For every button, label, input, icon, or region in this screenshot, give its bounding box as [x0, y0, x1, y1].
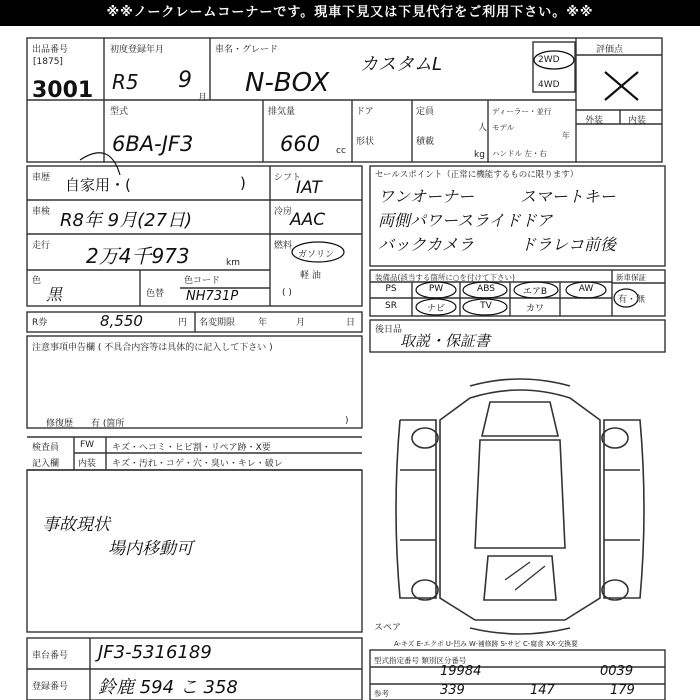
chassis-value: JF3-5316189 [98, 642, 212, 663]
mileage-value: 2万4千973 [86, 244, 190, 268]
disp-unit: cc [336, 146, 346, 156]
fuel-gas: ガソリン [298, 250, 335, 260]
banner: ※※ノークレームコーナーです。現車下見又は下見代行をご利用下さい。※※ [0, 0, 700, 26]
mileage-unit: km [226, 258, 240, 268]
equip-leather: カワ [525, 304, 544, 314]
model-label: 車名・グレード [215, 45, 279, 55]
sales-line2: 両側パワースライドドア [378, 211, 553, 230]
door-label: ドア [356, 107, 374, 117]
reg-era: R5 [112, 70, 139, 94]
tax-unit: 円 [178, 318, 188, 328]
reg-month-unit: 月 [198, 93, 208, 103]
drive-4wd: 4WD [538, 80, 560, 90]
capacity-label: 定員 [416, 107, 435, 117]
handle-label: ハンドル 左・右 [492, 149, 547, 158]
eval-x-mark [605, 72, 638, 100]
equip-pw: PW [428, 284, 444, 294]
chassis-label: 車台番号 [32, 651, 69, 661]
ac-label: 冷房 [274, 207, 293, 217]
comment-line2: 場内移動可 [108, 539, 193, 559]
sales-label: セールスポイント（正常に機能するものに限ります） [375, 170, 579, 180]
repair-label: 修復歴 有 (箇所 [46, 419, 125, 429]
shaken-value: R8年 9月(27日) [60, 210, 193, 231]
exp-year: 年 [258, 318, 268, 328]
disp-value: 660 [280, 132, 321, 156]
lot-small: [1875] [33, 57, 63, 67]
load-unit: kg [474, 150, 485, 160]
color-code-value: NH731P [186, 289, 239, 304]
ref-label: 参考 [374, 689, 389, 698]
spare-label: スペア [374, 623, 402, 633]
ref-b: 147 [530, 683, 555, 698]
exp-label: 名変期限 [199, 318, 236, 328]
spec-b: 0039 [600, 664, 634, 679]
plate-value: 鈴鹿 594 こ 358 [98, 677, 238, 698]
tax-value: 8,550 [100, 312, 143, 330]
inspector-fw-items: キズ・ヘコミ・ヒビ割・リペア跡・X要 [112, 443, 271, 453]
fuel-paren: ( ) [282, 288, 292, 298]
model-year-label: モデル [492, 123, 515, 132]
ref-c: 179 [610, 683, 635, 698]
new-warranty-value: 有・無 [618, 295, 646, 305]
comment-line1: 事故現状 [42, 515, 110, 535]
sales-line1-a: ワンオーナー [378, 187, 475, 206]
mileage-label: 走行 [32, 241, 51, 251]
color-label: 色 [32, 276, 42, 286]
capacity-unit: 人 [478, 123, 488, 133]
inspector-fw: FW [80, 440, 95, 450]
equip-abs: ABS [477, 284, 495, 294]
dealer-label: ディーラー・並行 [492, 107, 552, 116]
lot-number: 3001 [32, 78, 94, 103]
spec-title: 型式指定番号 類別区分番号 [374, 656, 467, 665]
equip-label: 装備品(該当する箇所に○を付けて下さい) [375, 273, 515, 282]
sales-line3-a: バックカメラ [378, 235, 475, 254]
shape-label: 形状 [356, 137, 375, 147]
int-label: 内装 [628, 116, 647, 126]
shift-label: シフト [274, 173, 302, 183]
fuel-label: 燃料 [274, 241, 293, 251]
equip-sr: SR [385, 301, 397, 311]
sales-line1-b: スマートキー [520, 187, 616, 206]
history-close: ) [240, 174, 246, 192]
shaken-label: 車検 [32, 207, 51, 217]
reg-label: 初度登録年月 [110, 45, 165, 55]
disp-label: 排気量 [268, 107, 296, 117]
inspector-label2: 記入欄 [32, 459, 60, 469]
exp-month: 月 [296, 318, 306, 328]
ext-label: 外装 [585, 116, 604, 126]
eval-label: 評価点 [596, 45, 624, 55]
color-value: 黒 [46, 285, 63, 304]
back-label: 後日品 [375, 325, 403, 335]
spec-a: 19984 [440, 664, 482, 679]
model-year-unit: 年 [562, 131, 570, 140]
notes-label: 注意事項申告欄 ( 不具合内容等は具体的に記入して下さい ) [32, 343, 273, 353]
equip-tv: TV [480, 301, 492, 311]
equip-aw: AW [578, 284, 594, 294]
lot-label: 出品番号 [32, 45, 69, 55]
equip-airbag: エアB [522, 287, 548, 297]
plate-label: 登録番号 [32, 682, 69, 692]
type-label: 型式 [110, 107, 129, 117]
color-code-label: 色コード [184, 276, 221, 286]
type-value: 6BA-JF3 [112, 132, 194, 156]
car-diagram [396, 379, 644, 634]
sales-line3-b: ドラレコ前後 [520, 235, 617, 254]
equip-navi: ナビ [426, 304, 445, 314]
inspector-label1: 検査員 [32, 443, 60, 453]
fuel-light: 軽 油 [300, 271, 321, 281]
inspector-int-items: キズ・汚れ・コゲ・穴・臭い・キレ・破レ [112, 459, 283, 469]
shift-value: IAT [296, 178, 322, 198]
tax-label: R券 [32, 318, 48, 328]
drive-2wd: 2WD [538, 55, 560, 65]
model-name: N-BOX [245, 68, 330, 98]
new-warranty-label: 新車保証 [616, 273, 646, 282]
repaint-label: 色替 [146, 289, 165, 299]
history-value: 自家用・( [65, 176, 131, 194]
exp-day: 日 [346, 318, 356, 328]
back-value: 取説・保証書 [400, 332, 491, 350]
inspector-int: 内装 [78, 459, 97, 469]
damage-legend: A-キズ E-エクボ U-凹み W-補修跡 S-サビ C-腐食 XX-交換要 [394, 640, 578, 648]
ac-value: AAC [290, 210, 326, 230]
reg-month: 9 [178, 68, 192, 93]
equip-ps: PS [385, 284, 397, 294]
history-label: 車歴 [32, 173, 51, 183]
ref-a: 339 [440, 683, 465, 698]
repair-close: ) [345, 416, 349, 426]
grade: カスタムL [360, 54, 443, 75]
load-label: 積載 [416, 137, 435, 147]
